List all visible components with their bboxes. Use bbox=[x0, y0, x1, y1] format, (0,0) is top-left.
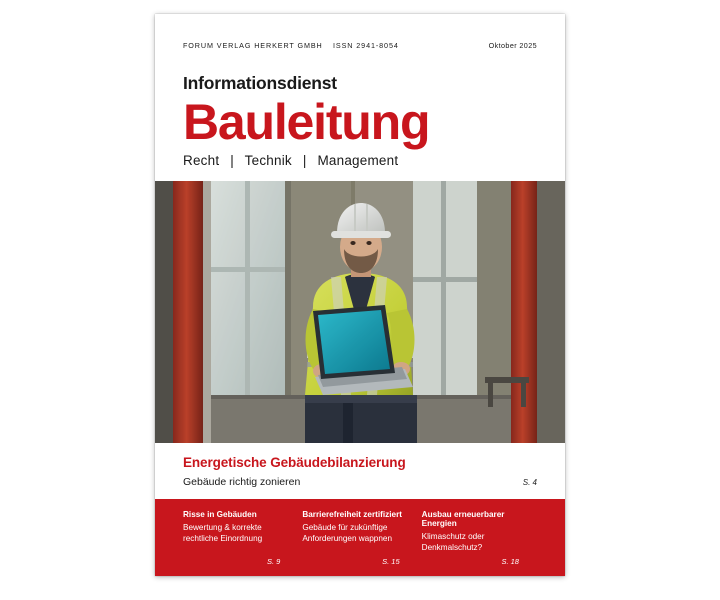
cover-masthead bbox=[155, 14, 565, 181]
teaser-item-barrierefreiheit bbox=[302, 510, 421, 566]
page-title: Bauleitung bbox=[183, 94, 430, 150]
feature-headline-band bbox=[155, 443, 565, 499]
teaser-item-risse bbox=[183, 510, 302, 566]
subtitle-part-recht: Recht bbox=[183, 153, 220, 168]
teaser-title: Ausbau erneuerbarer Energien bbox=[421, 510, 505, 528]
magazine-cover bbox=[155, 14, 565, 576]
teaser-title: Risse in Gebäuden bbox=[183, 510, 257, 519]
cover-photo bbox=[155, 181, 565, 443]
feature-page-number: S. 4 bbox=[522, 478, 537, 487]
issn-number: ISSN 2941-8054 bbox=[333, 41, 399, 50]
teaser-line-2: rechtliche Einordnung bbox=[183, 534, 263, 543]
cover-photo-illustration bbox=[155, 181, 565, 443]
teaser-page-number: S. 9 bbox=[266, 557, 281, 566]
feature-headline: Energetische Gebäudebilanzierung bbox=[183, 455, 406, 470]
publisher-name: FORUM VERLAG HERKERT GMBH bbox=[183, 41, 323, 50]
subtitle-separator-2: | bbox=[302, 153, 307, 168]
title-kicker: Informationsdienst bbox=[183, 73, 337, 93]
subtitle-part-technik: Technik bbox=[244, 153, 292, 168]
teaser-line-1: Klimaschutz oder bbox=[421, 532, 485, 541]
teaser-page-number: S. 15 bbox=[382, 557, 400, 566]
issue-date: Oktober 2025 bbox=[488, 41, 537, 50]
teaser-line-1: Bewertung & korrekte bbox=[183, 523, 262, 532]
teaser-bar bbox=[155, 499, 565, 576]
title-subtitle bbox=[183, 153, 537, 168]
teaser-line-2: Anforderungen wappnen bbox=[302, 534, 393, 543]
teaser-line-1: Gebäude für zukünftige bbox=[302, 523, 388, 532]
feature-subline-row bbox=[183, 476, 537, 488]
teaser-line-2: Denkmalschutz? bbox=[421, 543, 483, 552]
teaser-item-erneuerbare-energien bbox=[422, 510, 541, 566]
subtitle-part-management: Management bbox=[317, 153, 399, 168]
subtitle-separator-1: | bbox=[230, 153, 234, 168]
teaser-title: Barrierefreiheit zertifiziert bbox=[302, 510, 402, 519]
feature-subline: Gebäude richtig zonieren bbox=[183, 476, 301, 488]
masthead-topline bbox=[183, 14, 537, 50]
teaser-page-number: S. 18 bbox=[501, 557, 519, 566]
